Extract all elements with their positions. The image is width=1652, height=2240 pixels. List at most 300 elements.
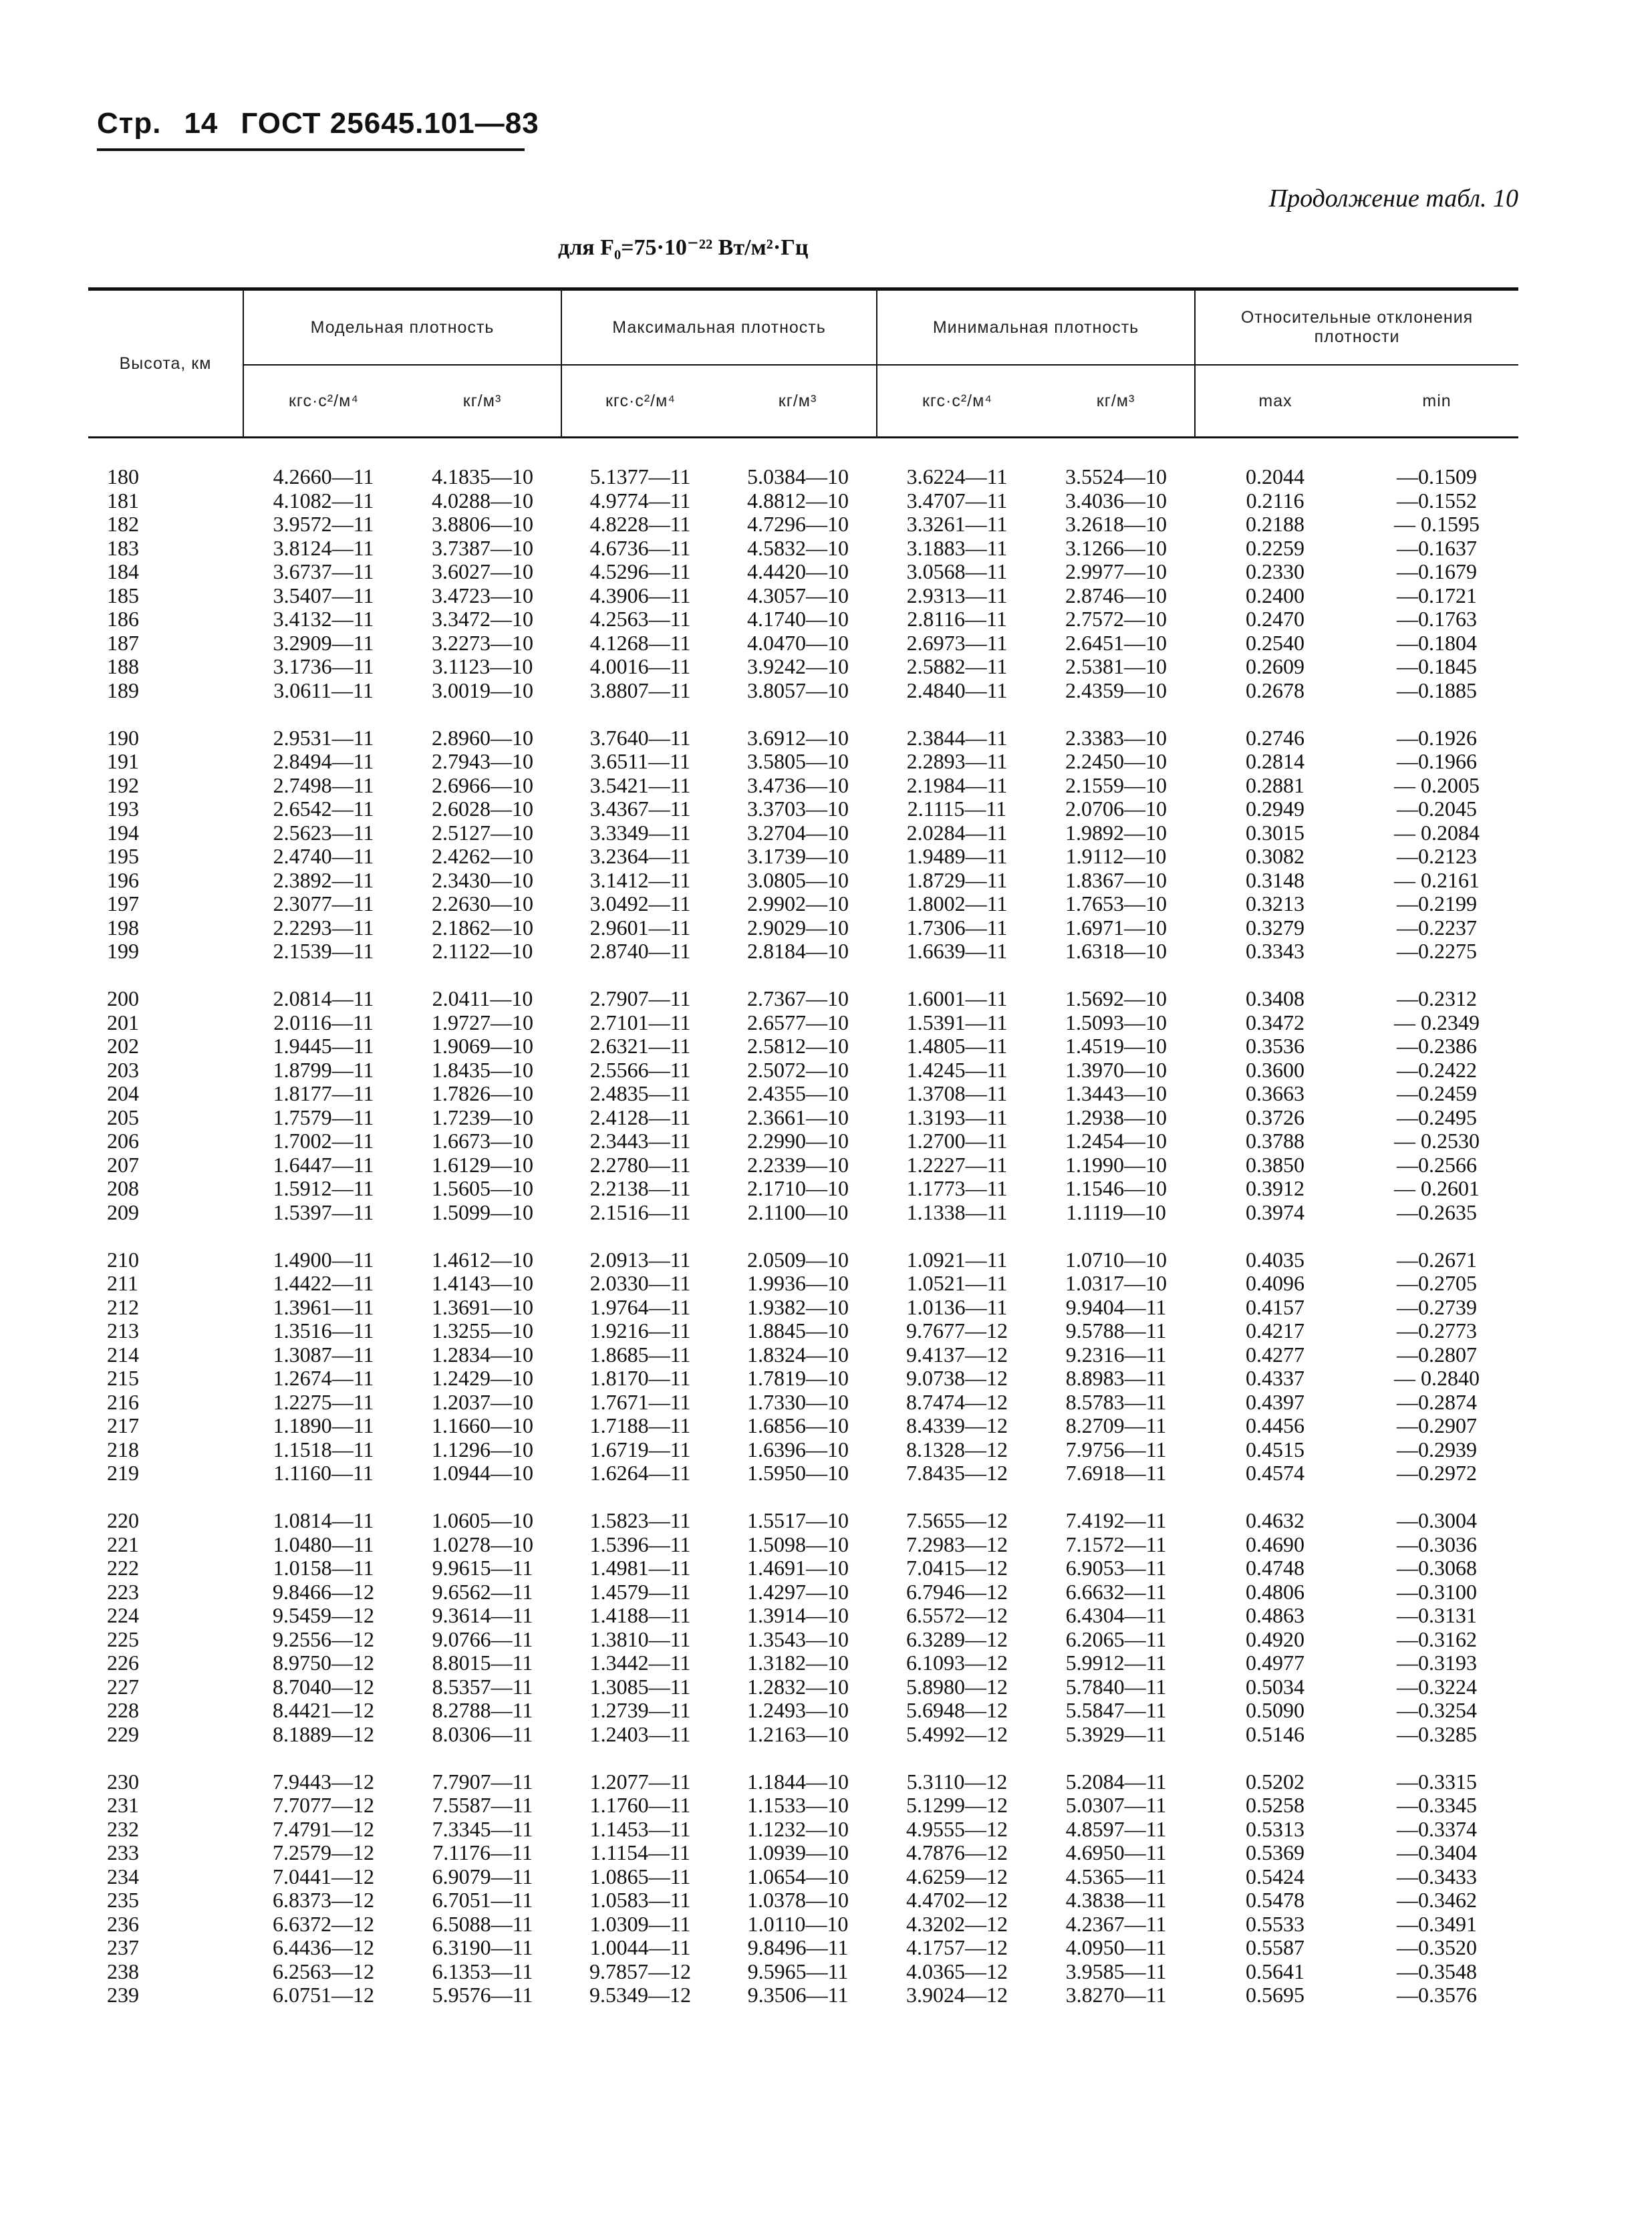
group-gap xyxy=(88,964,1518,988)
height-cell: 203 xyxy=(107,1057,139,1082)
value-cell: 1.2163—10 xyxy=(747,1721,849,1746)
value-cell: 1.7579—11 xyxy=(273,1105,374,1129)
value-cell: 0.2259 xyxy=(1246,535,1305,560)
table-row xyxy=(88,869,1518,893)
value-cell: 2.9977—10 xyxy=(1065,559,1167,583)
value-cell: 7.1572—11 xyxy=(1065,1532,1167,1556)
height-cell: 209 xyxy=(107,1200,139,1224)
value-cell: 7.0415—12 xyxy=(906,1556,1008,1580)
value-cell: 1.1119—10 xyxy=(1066,1200,1166,1224)
value-cell: 1.1533—10 xyxy=(747,1793,849,1817)
value-cell: 3.6912—10 xyxy=(747,725,849,750)
height-cell: 202 xyxy=(107,1034,139,1058)
value-cell: 3.2364—11 xyxy=(589,844,691,868)
value-cell: 0.3663 xyxy=(1246,1081,1305,1105)
value-cell: 1.3708—11 xyxy=(906,1081,1008,1105)
value-cell: —0.1679 xyxy=(1397,559,1478,583)
value-cell: 5.4992—12 xyxy=(906,1721,1008,1746)
value-cell: 1.6719—11 xyxy=(589,1437,691,1461)
value-cell: 6.2065—11 xyxy=(1065,1627,1167,1651)
value-cell: 2.9313—11 xyxy=(906,583,1008,607)
value-cell: 3.6027—10 xyxy=(432,559,533,583)
value-cell: 6.5572—12 xyxy=(906,1603,1008,1627)
value-cell: 1.0583—11 xyxy=(589,1888,691,1912)
table-row xyxy=(88,679,1518,703)
value-cell: 8.4421—12 xyxy=(273,1698,374,1722)
value-cell: 1.2700—11 xyxy=(906,1129,1008,1153)
table-row xyxy=(88,940,1518,964)
value-cell: 4.2367—11 xyxy=(1065,1911,1167,1936)
height-cell: 188 xyxy=(107,654,139,678)
height-cell: 205 xyxy=(107,1105,139,1129)
height-cell: 223 xyxy=(107,1579,139,1604)
value-cell: —0.1552 xyxy=(1397,488,1478,513)
value-cell: 2.1516—11 xyxy=(589,1200,691,1224)
value-cell: 1.1546—10 xyxy=(1065,1176,1167,1200)
table-row xyxy=(88,1343,1518,1367)
value-cell: 3.0611—11 xyxy=(273,678,374,702)
value-cell: 2.6028—10 xyxy=(432,797,533,821)
table-row xyxy=(88,1272,1518,1296)
height-cell: 183 xyxy=(107,535,139,560)
value-cell: —0.2459 xyxy=(1397,1081,1478,1105)
value-cell: 9.6562—11 xyxy=(432,1579,533,1604)
value-cell: 3.9242—10 xyxy=(747,654,849,678)
value-cell: 1.5912—11 xyxy=(273,1176,374,1200)
table-row xyxy=(88,537,1518,561)
table-row xyxy=(88,797,1518,821)
table-row xyxy=(88,1319,1518,1343)
height-cell: 217 xyxy=(107,1413,139,1437)
height-cell: 221 xyxy=(107,1532,139,1556)
height-cell: 181 xyxy=(107,488,139,513)
table-row xyxy=(88,916,1518,940)
value-cell: 4.4702—12 xyxy=(906,1888,1008,1912)
value-cell: —0.3162 xyxy=(1397,1627,1478,1651)
value-cell: 5.3929—11 xyxy=(1065,1721,1167,1746)
value-cell: 3.4723—10 xyxy=(432,583,533,607)
height-cell: 196 xyxy=(107,867,139,892)
value-cell: 1.7239—10 xyxy=(432,1105,533,1129)
table-row xyxy=(88,1177,1518,1201)
value-cell: 3.9572—11 xyxy=(273,512,374,536)
value-cell: 9.9404—11 xyxy=(1065,1294,1167,1319)
value-cell: 1.5823—11 xyxy=(589,1508,691,1532)
value-cell: 0.5146 xyxy=(1246,1721,1305,1746)
value-cell: 3.2909—11 xyxy=(273,630,374,655)
value-cell: 4.0950—11 xyxy=(1065,1935,1167,1959)
value-cell: 5.9576—11 xyxy=(432,1983,533,2007)
value-cell: 1.8799—11 xyxy=(273,1057,374,1082)
value-cell: 4.0016—11 xyxy=(589,654,691,678)
height-cell: 180 xyxy=(107,464,139,488)
value-cell: 6.1353—11 xyxy=(432,1959,533,1983)
value-cell: 4.1835—10 xyxy=(432,464,533,488)
value-cell: 3.5524—10 xyxy=(1065,464,1167,488)
value-cell: 1.4297—10 xyxy=(747,1579,849,1604)
value-cell: 2.8746—10 xyxy=(1065,583,1167,607)
value-cell: 3.3703—10 xyxy=(747,797,849,821)
value-cell: 7.3345—11 xyxy=(432,1816,533,1841)
value-cell: — 0.2084 xyxy=(1394,820,1480,845)
height-cell: 222 xyxy=(107,1556,139,1580)
value-cell: 0.4337 xyxy=(1246,1366,1305,1390)
value-cell: —0.2739 xyxy=(1397,1294,1478,1319)
height-cell: 199 xyxy=(107,939,139,963)
table-row xyxy=(88,1865,1518,1889)
group-header-deviation: Относительные отклонения плотности xyxy=(1195,289,1518,366)
value-cell: 1.0044—11 xyxy=(589,1935,691,1959)
value-cell: 1.9936—10 xyxy=(747,1271,849,1295)
value-cell: 1.8845—10 xyxy=(747,1318,849,1343)
value-cell: 1.0158—11 xyxy=(273,1556,374,1580)
value-cell: 9.0766—11 xyxy=(432,1627,533,1651)
value-cell: 0.3600 xyxy=(1246,1057,1305,1082)
value-cell: 0.2116 xyxy=(1246,488,1304,513)
value-cell: 9.0738—12 xyxy=(906,1366,1008,1390)
value-cell: 3.7387—10 xyxy=(432,535,533,560)
value-cell: 7.5587—11 xyxy=(432,1793,533,1817)
unit-header: кг/м³ xyxy=(404,365,561,438)
value-cell: —0.3315 xyxy=(1397,1769,1478,1794)
value-cell: 4.3057—10 xyxy=(747,583,849,607)
unit-header: кг/м³ xyxy=(1037,365,1195,438)
value-cell: 5.3110—12 xyxy=(906,1769,1008,1794)
value-cell: 1.5397—11 xyxy=(273,1200,374,1224)
value-cell: 0.4863 xyxy=(1246,1603,1305,1627)
value-cell: 2.7367—10 xyxy=(747,986,849,1010)
value-cell: 7.2983—12 xyxy=(906,1532,1008,1556)
value-cell: 4.5365—11 xyxy=(1065,1864,1167,1888)
value-cell: 1.9069—10 xyxy=(432,1034,533,1058)
value-cell: 5.1299—12 xyxy=(906,1793,1008,1817)
value-cell: 3.5407—11 xyxy=(273,583,374,607)
table-row xyxy=(88,1129,1518,1153)
value-cell: —0.2807 xyxy=(1397,1342,1478,1367)
height-cell: 232 xyxy=(107,1816,139,1841)
value-cell: 9.5349—12 xyxy=(589,1983,692,2007)
value-cell: 9.2316—11 xyxy=(1065,1342,1167,1367)
value-cell: 4.0365—12 xyxy=(906,1959,1008,1983)
value-cell: —0.3345 xyxy=(1397,1793,1478,1817)
value-cell: 1.4900—11 xyxy=(273,1247,374,1272)
table-row xyxy=(88,607,1518,632)
value-cell: 0.5313 xyxy=(1246,1816,1305,1841)
value-cell: 5.8980—12 xyxy=(906,1674,1008,1699)
value-cell: 1.1518—11 xyxy=(273,1437,374,1461)
value-cell: 1.8177—11 xyxy=(273,1081,374,1105)
value-cell: 2.8494—11 xyxy=(273,749,374,773)
value-cell: 0.5641 xyxy=(1246,1959,1305,1983)
value-cell: 0.3912 xyxy=(1246,1176,1305,1200)
value-cell: 1.6129—10 xyxy=(432,1152,533,1177)
value-cell: 3.8807—11 xyxy=(589,678,691,702)
value-cell: 6.6372—12 xyxy=(273,1911,374,1936)
value-cell: 0.2330 xyxy=(1246,559,1305,583)
value-cell: 0.3213 xyxy=(1246,891,1305,916)
table-row xyxy=(88,1604,1518,1628)
height-cell: 224 xyxy=(107,1603,139,1627)
value-cell: 0.4690 xyxy=(1246,1532,1305,1556)
value-cell: 8.8983—11 xyxy=(1065,1366,1167,1390)
value-cell: — 0.2005 xyxy=(1394,773,1480,797)
value-cell: 3.8057—10 xyxy=(747,678,849,702)
value-cell: 1.8324—10 xyxy=(747,1342,849,1367)
value-cell: 2.9902—10 xyxy=(747,891,849,916)
height-cell: 198 xyxy=(107,915,139,940)
table-row xyxy=(88,1391,1518,1415)
value-cell: 0.5424 xyxy=(1246,1864,1305,1888)
value-cell: 2.5812—10 xyxy=(747,1034,849,1058)
table-row xyxy=(88,1960,1518,1984)
height-cell: 216 xyxy=(107,1389,139,1414)
table-row xyxy=(88,584,1518,608)
value-cell: —0.3100 xyxy=(1397,1579,1478,1604)
value-cell: 4.9555—12 xyxy=(906,1816,1008,1841)
group-header-min: Минимальная плотность xyxy=(877,289,1195,366)
height-cell: 214 xyxy=(107,1342,139,1367)
height-cell: 206 xyxy=(107,1129,139,1153)
table-row xyxy=(88,1556,1518,1580)
table-row xyxy=(88,1082,1518,1106)
value-cell: —0.2386 xyxy=(1397,1034,1478,1058)
value-cell: 1.2834—10 xyxy=(432,1342,533,1367)
value-cell: —0.3576 xyxy=(1397,1983,1478,2007)
value-cell: 0.2814 xyxy=(1246,749,1305,773)
height-cell: 225 xyxy=(107,1627,139,1651)
table-row xyxy=(88,632,1518,656)
value-cell: — 0.2840 xyxy=(1394,1366,1480,1390)
value-cell: 3.1736—11 xyxy=(273,654,374,678)
value-cell: 1.0939—10 xyxy=(747,1840,849,1864)
value-cell: 3.4736—10 xyxy=(747,773,849,797)
height-cell: 220 xyxy=(107,1508,139,1532)
value-cell: —0.2123 xyxy=(1397,844,1478,868)
value-cell: 1.3087—11 xyxy=(273,1342,374,1367)
value-cell: 1.3443—10 xyxy=(1065,1081,1167,1105)
height-cell: 194 xyxy=(107,820,139,845)
value-cell: 2.2893—11 xyxy=(906,749,1008,773)
value-cell: 3.4036—10 xyxy=(1065,488,1167,513)
value-cell: 1.0921—11 xyxy=(906,1247,1008,1272)
value-cell: 0.5034 xyxy=(1246,1674,1305,1699)
value-cell: 1.0378—10 xyxy=(747,1888,849,1912)
value-cell: 1.2938—10 xyxy=(1065,1105,1167,1129)
value-cell: 1.7826—10 xyxy=(432,1081,533,1105)
value-cell: —0.1926 xyxy=(1397,725,1478,750)
value-cell: 1.6856—10 xyxy=(747,1413,849,1437)
value-cell: 1.8685—11 xyxy=(589,1342,691,1367)
value-cell: 5.6948—12 xyxy=(906,1698,1008,1722)
value-cell: 9.5965—11 xyxy=(747,1959,849,1983)
value-cell: 0.4397 xyxy=(1246,1389,1305,1414)
height-cell: 187 xyxy=(107,630,139,655)
height-column-header: Высота, км xyxy=(88,289,243,438)
value-cell: 1.2275—11 xyxy=(273,1389,374,1414)
value-cell: 6.5088—11 xyxy=(432,1911,533,1936)
value-cell: —0.2045 xyxy=(1397,797,1478,821)
table-row xyxy=(88,1106,1518,1130)
value-cell: 0.4157 xyxy=(1246,1294,1305,1319)
value-cell: 8.2788—11 xyxy=(432,1698,533,1722)
value-cell: 4.2660—11 xyxy=(273,464,374,488)
value-cell: 3.1412—11 xyxy=(589,867,691,892)
group-header-max: Максимальная плотность xyxy=(561,289,877,366)
value-cell: 2.4740—11 xyxy=(273,844,374,868)
value-cell: 2.4262—10 xyxy=(432,844,533,868)
unit-header: кгс·с²/м⁴ xyxy=(561,365,719,438)
value-cell: 3.2618—10 xyxy=(1065,512,1167,536)
value-cell: 2.5072—10 xyxy=(747,1057,849,1082)
value-cell: 1.3970—10 xyxy=(1065,1057,1167,1082)
value-cell: 3.7640—11 xyxy=(589,725,691,750)
value-cell: —0.2874 xyxy=(1397,1389,1478,1414)
value-cell: 2.5381—10 xyxy=(1065,654,1167,678)
value-cell: 0.5202 xyxy=(1246,1769,1305,1794)
value-cell: 1.0278—10 xyxy=(432,1532,533,1556)
value-cell: 4.0470—10 xyxy=(747,630,849,655)
value-cell: 1.6396—10 xyxy=(747,1437,849,1461)
value-cell: 0.3788 xyxy=(1246,1129,1305,1153)
value-cell: 1.7653—10 xyxy=(1065,891,1167,916)
value-cell: 0.2678 xyxy=(1246,678,1305,702)
standard-number: ГОСТ 25645.101—83 xyxy=(241,107,539,140)
value-cell: —0.1804 xyxy=(1397,630,1478,655)
value-cell: 1.9892—10 xyxy=(1065,820,1167,845)
value-cell: 1.1232—10 xyxy=(747,1816,849,1841)
value-cell: 2.7498—11 xyxy=(273,773,374,797)
height-cell: 227 xyxy=(107,1674,139,1699)
value-cell: 1.7819—10 xyxy=(747,1366,849,1390)
value-cell: 1.1760—11 xyxy=(589,1793,691,1817)
table-row xyxy=(88,1153,1518,1177)
value-cell: 7.1176—11 xyxy=(432,1840,533,1864)
height-cell: 210 xyxy=(107,1247,139,1272)
value-cell: 0.2470 xyxy=(1246,607,1305,631)
height-cell: 230 xyxy=(107,1769,139,1794)
value-cell: 4.6736—11 xyxy=(589,535,691,560)
height-cell: 207 xyxy=(107,1152,139,1177)
value-cell: 1.8170—11 xyxy=(589,1366,691,1390)
value-cell: —0.3548 xyxy=(1397,1959,1478,1983)
unit-header: кгс·с²/м⁴ xyxy=(877,365,1037,438)
value-cell: 2.1559—10 xyxy=(1065,773,1167,797)
table-row xyxy=(88,1509,1518,1533)
value-cell: 1.0136—11 xyxy=(906,1294,1008,1319)
value-cell: 5.0384—10 xyxy=(747,464,849,488)
value-cell: 2.6451—10 xyxy=(1065,630,1167,655)
page-number: 14 xyxy=(184,107,219,140)
value-cell: 2.8116—11 xyxy=(907,607,1007,631)
value-cell: 1.6001—11 xyxy=(906,986,1008,1010)
table-row xyxy=(88,1034,1518,1059)
table-row xyxy=(88,1841,1518,1865)
value-cell: 1.5396—11 xyxy=(589,1532,691,1556)
value-cell: 1.0309—11 xyxy=(589,1911,691,1936)
value-cell: 1.4422—11 xyxy=(273,1271,374,1295)
value-cell: —0.1509 xyxy=(1397,464,1478,488)
value-cell: 4.2563—11 xyxy=(589,607,691,631)
value-cell: 0.4456 xyxy=(1246,1413,1305,1437)
value-cell: 4.7876—12 xyxy=(906,1840,1008,1864)
value-cell: 8.9750—12 xyxy=(273,1651,374,1675)
table-row xyxy=(88,750,1518,774)
value-cell: 7.9756—11 xyxy=(1065,1437,1167,1461)
value-cell: 0.3279 xyxy=(1246,915,1305,940)
value-cell: 7.6918—11 xyxy=(1065,1461,1167,1485)
table-row xyxy=(88,655,1518,679)
value-cell: 3.1883—11 xyxy=(906,535,1008,560)
value-cell: 2.3443—11 xyxy=(589,1129,691,1153)
value-cell: 4.9774—11 xyxy=(589,488,691,513)
value-cell: 3.0019—10 xyxy=(432,678,533,702)
value-cell: 1.3085—11 xyxy=(589,1674,691,1699)
value-cell: 2.5623—11 xyxy=(273,820,374,845)
value-cell: 0.5478 xyxy=(1246,1888,1305,1912)
value-cell: 1.8729—11 xyxy=(906,867,1008,892)
height-cell: 189 xyxy=(107,678,139,702)
table-row xyxy=(88,1533,1518,1557)
value-cell: 1.7306—11 xyxy=(906,915,1008,940)
value-cell: 1.0521—11 xyxy=(906,1271,1008,1295)
value-cell: —0.3374 xyxy=(1397,1816,1478,1841)
value-cell: 1.1160—11 xyxy=(273,1461,374,1485)
value-cell: 0.2609 xyxy=(1246,654,1305,678)
value-cell: 0.5090 xyxy=(1246,1698,1305,1722)
value-cell: 2.4355—10 xyxy=(747,1081,849,1105)
value-cell: 1.4691—10 xyxy=(747,1556,849,1580)
value-cell: 3.3472—10 xyxy=(432,607,533,631)
value-cell: 1.2493—10 xyxy=(747,1698,849,1722)
value-cell: —0.2972 xyxy=(1397,1461,1478,1485)
value-cell: 2.7943—10 xyxy=(432,749,533,773)
value-cell: 7.4791—12 xyxy=(273,1816,374,1841)
value-cell: 1.3961—11 xyxy=(273,1294,374,1319)
height-cell: 229 xyxy=(107,1721,139,1746)
value-cell: 8.1889—12 xyxy=(273,1721,374,1746)
height-cell: 218 xyxy=(107,1437,139,1461)
value-cell: 1.2832—10 xyxy=(747,1674,849,1699)
value-cell: —0.3224 xyxy=(1397,1674,1478,1699)
value-cell: 0.4977 xyxy=(1246,1651,1305,1675)
table-row xyxy=(88,1675,1518,1699)
value-cell: 3.0805—10 xyxy=(747,867,849,892)
value-cell: 1.0317—10 xyxy=(1065,1271,1167,1295)
table-row xyxy=(88,1296,1518,1320)
value-cell: —0.2939 xyxy=(1397,1437,1478,1461)
value-cell: 1.6264—11 xyxy=(589,1461,691,1485)
value-cell: 6.4304—11 xyxy=(1065,1603,1167,1627)
value-cell: —0.3068 xyxy=(1397,1556,1478,1580)
value-cell: —0.1845 xyxy=(1397,654,1478,678)
value-cell: 0.4574 xyxy=(1246,1461,1305,1485)
value-cell: 0.4277 xyxy=(1246,1342,1305,1367)
height-cell: 182 xyxy=(107,512,139,536)
value-cell: 0.2540 xyxy=(1246,630,1305,655)
value-cell: —0.3004 xyxy=(1397,1508,1478,1532)
value-cell: 3.3349—11 xyxy=(589,820,691,845)
value-cell: — 0.2530 xyxy=(1394,1129,1480,1153)
value-cell: 4.8228—11 xyxy=(589,512,691,536)
value-cell: 1.4981—11 xyxy=(589,1556,691,1580)
value-cell: 1.9727—10 xyxy=(432,1010,533,1034)
value-cell: 1.3810—11 xyxy=(589,1627,691,1651)
value-cell: —0.3254 xyxy=(1397,1698,1478,1722)
value-cell: 3.4132—11 xyxy=(273,607,374,631)
value-cell: 6.9079—11 xyxy=(432,1864,533,1888)
value-cell: 0.4632 xyxy=(1246,1508,1305,1532)
value-cell: 6.2563—12 xyxy=(273,1959,374,1983)
